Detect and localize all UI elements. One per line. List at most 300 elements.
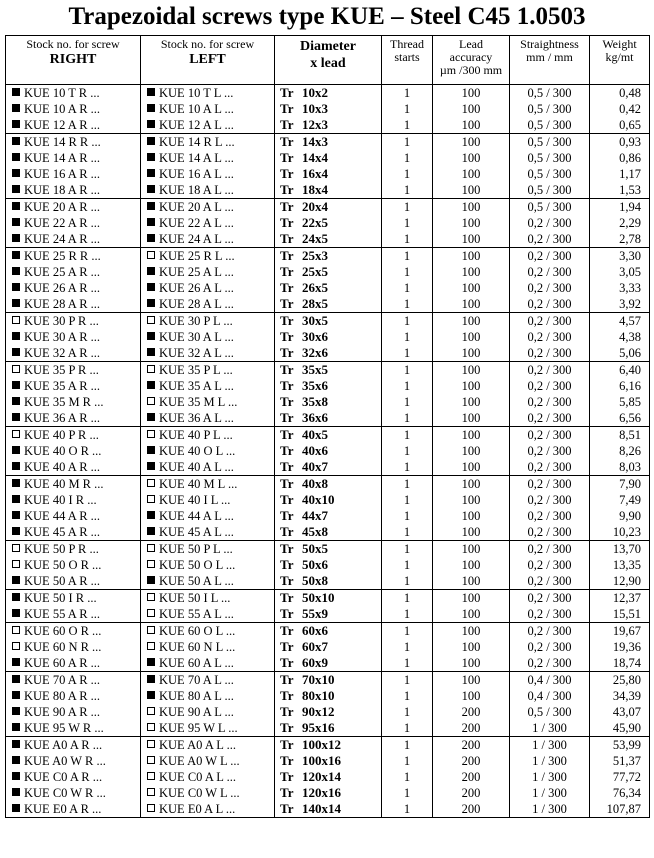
straightness-cell: 0,2 / 300 [510,623,590,640]
thread-starts-cell: 1 [382,557,433,573]
diameter-cell [275,801,382,818]
thread-starts-cell: 1 [382,85,433,102]
thread-profile: Tr [280,329,294,344]
thread-profile: Tr [280,117,294,132]
diameter-lead: 30x6 [302,329,328,344]
left-stock-cell [141,410,275,427]
right-stock-cell [6,443,141,459]
table-row [6,264,650,280]
thread-profile: Tr [280,606,294,621]
thread-starts-cell: 1 [382,524,433,541]
weight-cell: 7,49 [590,492,650,508]
table-row [6,166,650,182]
filled-square-icon [147,169,155,177]
straightness-cell: 0,5 / 300 [510,101,590,117]
diameter-cell [275,394,382,410]
table-row [6,785,650,801]
diameter-lead: 40x8 [302,476,328,491]
diameter-cell [275,215,382,231]
stock-number: KUE 25 A L ... [159,265,234,279]
lead-accuracy-cell: 100 [433,280,510,296]
straightness-cell: 0,2 / 300 [510,524,590,541]
left-stock-cell [141,296,275,313]
diameter-lead: 70x10 [302,672,335,687]
lead-accuracy-cell: 100 [433,378,510,394]
table-row [6,590,650,607]
diameter-lead: 60x7 [302,639,328,654]
right-stock-cell [6,329,141,345]
stock-number: KUE C0 W R ... [24,786,106,800]
left-stock-cell [141,166,275,182]
straightness-cell: 0,2 / 300 [510,573,590,590]
thread-starts-cell: 1 [382,313,433,330]
filled-square-icon [12,413,20,421]
table-row [6,101,650,117]
thread-starts-cell: 1 [382,150,433,166]
stock-number: KUE 95 W L ... [159,721,238,735]
filled-square-icon [12,202,20,210]
filled-square-icon [12,169,20,177]
stock-number: KUE 18 A R ... [24,183,101,197]
diameter-cell [275,199,382,216]
filled-square-icon [147,299,155,307]
stock-number: KUE 35 P R ... [24,363,99,377]
straightness-cell: 0,2 / 300 [510,557,590,573]
diameter-cell [275,476,382,493]
weight-cell: 7,90 [590,476,650,493]
header-straightness: Straightness mm / mm [510,36,590,85]
stock-number: KUE 35 A L ... [159,379,234,393]
left-stock-cell [141,459,275,476]
stock-number: KUE 30 P R ... [24,314,99,328]
straightness-cell: 0,2 / 300 [510,313,590,330]
filled-square-icon [12,675,20,683]
right-stock-cell [6,199,141,216]
thread-starts-cell: 1 [382,264,433,280]
left-stock-cell [141,443,275,459]
diameter-cell [275,150,382,166]
right-stock-cell [6,688,141,704]
left-stock-cell [141,134,275,151]
diameter-lead: 14x3 [302,134,328,149]
thread-profile: Tr [280,443,294,458]
diameter-lead: 80x10 [302,688,335,703]
diameter-lead: 24x5 [302,231,328,246]
right-stock-cell [6,345,141,362]
weight-cell: 77,72 [590,769,650,785]
diameter-lead: 50x5 [302,541,328,556]
left-stock-cell [141,492,275,508]
thread-starts-cell: 1 [382,329,433,345]
thread-starts-cell: 1 [382,704,433,720]
stock-number: KUE 50 I R ... [24,591,97,605]
thread-profile: Tr [280,655,294,670]
weight-cell: 34,39 [590,688,650,704]
lead-accuracy-cell: 200 [433,720,510,737]
left-stock-cell [141,655,275,672]
right-stock-cell [6,101,141,117]
empty-square-icon [147,316,155,324]
diameter-cell [275,362,382,379]
thread-profile: Tr [280,573,294,588]
right-stock-cell [6,280,141,296]
right-stock-cell [6,753,141,769]
stock-number: KUE 60 A L ... [159,656,234,670]
lead-accuracy-cell: 100 [433,296,510,313]
thread-starts-cell: 1 [382,753,433,769]
diameter-cell [275,117,382,134]
filled-square-icon [147,234,155,242]
filled-square-icon [12,658,20,666]
thread-starts-cell: 1 [382,769,433,785]
thread-profile: Tr [280,410,294,425]
filled-square-icon [147,511,155,519]
filled-square-icon [147,381,155,389]
diameter-lead: 60x6 [302,623,328,638]
lead-accuracy-cell: 100 [433,606,510,623]
left-stock-cell [141,199,275,216]
left-stock-cell [141,280,275,296]
diameter-cell [275,459,382,476]
thread-profile: Tr [280,231,294,246]
weight-cell: 4,57 [590,313,650,330]
diameter-lead: 26x5 [302,280,328,295]
table-row [6,639,650,655]
thread-starts-cell: 1 [382,720,433,737]
header-right: Stock no. for screw RIGHT [6,36,141,85]
diameter-cell [275,134,382,151]
diameter-cell [275,345,382,362]
weight-cell: 19,67 [590,623,650,640]
lead-accuracy-cell: 100 [433,410,510,427]
straightness-cell: 0,2 / 300 [510,231,590,248]
filled-square-icon [12,104,20,112]
stock-number: KUE A0 A L ... [159,738,236,752]
lead-accuracy-cell: 100 [433,117,510,134]
diameter-cell [275,720,382,737]
weight-cell: 3,05 [590,264,650,280]
empty-square-icon [12,316,20,324]
straightness-cell: 0,4 / 300 [510,688,590,704]
thread-starts-cell: 1 [382,785,433,801]
filled-square-icon [12,120,20,128]
thread-profile: Tr [280,427,294,442]
diameter-cell [275,753,382,769]
empty-square-icon [12,430,20,438]
straightness-cell: 1 / 300 [510,769,590,785]
diameter-lead: 10x3 [302,101,328,116]
diameter-cell [275,313,382,330]
filled-square-icon [147,104,155,112]
thread-starts-cell: 1 [382,573,433,590]
thread-profile: Tr [280,296,294,311]
stock-number: KUE 55 A R ... [24,607,101,621]
header-lead-accuracy: Lead accuracy µm /300 mm [433,36,510,85]
right-stock-cell [6,524,141,541]
filled-square-icon [12,804,20,812]
empty-square-icon [147,626,155,634]
weight-cell: 5,06 [590,345,650,362]
stock-number: KUE A0 A R ... [24,738,103,752]
weight-cell: 3,30 [590,248,650,265]
filled-square-icon [12,397,20,405]
diameter-cell [275,557,382,573]
thread-profile: Tr [280,85,294,100]
filled-square-icon [12,511,20,519]
diameter-lead: 18x4 [302,182,328,197]
weight-cell: 18,74 [590,655,650,672]
right-stock-cell [6,557,141,573]
stock-number: KUE 32 A L ... [159,346,234,360]
right-stock-cell [6,150,141,166]
thread-starts-cell: 1 [382,541,433,558]
stock-number: KUE 30 A L ... [159,330,234,344]
weight-cell: 1,17 [590,166,650,182]
filled-square-icon [147,120,155,128]
empty-square-icon [147,642,155,650]
table-row [6,573,650,590]
header-thread-starts: Thread starts [382,36,433,85]
filled-square-icon [147,658,155,666]
filled-square-icon [147,691,155,699]
diameter-cell [275,427,382,444]
right-stock-cell [6,427,141,444]
table-row [6,280,650,296]
weight-cell: 6,40 [590,362,650,379]
table-row [6,557,650,573]
diameter-cell [275,101,382,117]
stock-number: KUE 10 A R ... [24,102,101,116]
filled-square-icon [12,446,20,454]
diameter-cell [275,378,382,394]
right-stock-cell [6,296,141,313]
straightness-cell: 0,4 / 300 [510,672,590,689]
stock-number: KUE A0 W R ... [24,754,106,768]
left-stock-cell [141,248,275,265]
thread-starts-cell: 1 [382,427,433,444]
lead-accuracy-cell: 100 [433,476,510,493]
thread-profile: Tr [280,476,294,491]
straightness-cell: 0,5 / 300 [510,182,590,199]
left-stock-cell [141,704,275,720]
stock-number: KUE 12 A L ... [159,118,234,132]
stock-number: KUE 45 A L ... [159,525,234,539]
filled-square-icon [12,185,20,193]
stock-number: KUE 60 N L ... [159,640,236,654]
right-stock-cell [6,134,141,151]
filled-square-icon [147,153,155,161]
weight-cell: 0,86 [590,150,650,166]
straightness-cell: 0,2 / 300 [510,345,590,362]
right-stock-cell [6,508,141,524]
diameter-lead: 50x8 [302,573,328,588]
straightness-cell: 0,2 / 300 [510,590,590,607]
left-stock-cell [141,753,275,769]
thread-starts-cell: 1 [382,737,433,754]
header-diameter: Diameter x lead [275,36,382,85]
empty-square-icon [147,723,155,731]
thread-profile: Tr [280,264,294,279]
stock-number: KUE 30 A R ... [24,330,101,344]
table-row [6,720,650,737]
table-row [6,378,650,394]
diameter-lead: 14x4 [302,150,328,165]
weight-cell: 4,38 [590,329,650,345]
stock-number: KUE 60 A R ... [24,656,101,670]
table-row [6,541,650,558]
right-stock-cell [6,362,141,379]
stock-number: KUE 70 A R ... [24,673,101,687]
diameter-cell [275,166,382,182]
right-stock-cell [6,801,141,818]
diameter-lead: 140x14 [302,801,341,816]
left-stock-cell [141,313,275,330]
filled-square-icon [147,283,155,291]
empty-square-icon [12,544,20,552]
thread-profile: Tr [280,639,294,654]
table-row [6,704,650,720]
filled-square-icon [12,218,20,226]
lead-accuracy-cell: 100 [433,248,510,265]
weight-cell: 13,35 [590,557,650,573]
thread-profile: Tr [280,769,294,784]
stock-number: KUE C0 A L ... [159,770,236,784]
diameter-lead: 50x10 [302,590,335,605]
filled-square-icon [12,381,20,389]
stock-number: KUE 16 A L ... [159,167,234,181]
diameter-cell [275,704,382,720]
lead-accuracy-cell: 200 [433,704,510,720]
empty-square-icon [147,544,155,552]
straightness-cell: 0,2 / 300 [510,427,590,444]
screw-table [5,35,650,818]
weight-cell: 25,80 [590,672,650,689]
straightness-cell: 0,2 / 300 [510,410,590,427]
filled-square-icon [147,332,155,340]
lead-accuracy-cell: 200 [433,769,510,785]
table-row [6,524,650,541]
thread-profile: Tr [280,182,294,197]
filled-square-icon [147,88,155,96]
weight-cell: 53,99 [590,737,650,754]
weight-cell: 8,26 [590,443,650,459]
table-row [6,117,650,134]
straightness-cell: 1 / 300 [510,753,590,769]
stock-number: KUE 50 P R ... [24,542,99,556]
weight-cell: 10,23 [590,524,650,541]
diameter-lead: 120x16 [302,785,341,800]
thread-starts-cell: 1 [382,280,433,296]
straightness-cell: 0,2 / 300 [510,459,590,476]
table-row [6,182,650,199]
diameter-lead: 100x16 [302,753,341,768]
table-row [6,476,650,493]
table-body [6,85,650,818]
table-row [6,296,650,313]
stock-number: KUE 24 A L ... [159,232,234,246]
stock-number: KUE 28 A R ... [24,297,101,311]
weight-cell: 1,94 [590,199,650,216]
right-stock-cell [6,720,141,737]
diameter-cell [275,639,382,655]
diameter-lead: 20x4 [302,199,328,214]
left-stock-cell [141,85,275,102]
stock-number: KUE A0 W L ... [159,754,240,768]
stock-number: KUE 60 N R ... [24,640,102,654]
straightness-cell: 0,2 / 300 [510,443,590,459]
table-row [6,606,650,623]
thread-starts-cell: 1 [382,508,433,524]
thread-starts-cell: 1 [382,639,433,655]
weight-cell: 0,93 [590,134,650,151]
left-stock-cell [141,101,275,117]
stock-number: KUE 40 I R ... [24,493,97,507]
stock-number: KUE 32 A R ... [24,346,101,360]
stock-number: KUE 14 A R ... [24,151,101,165]
empty-square-icon [12,560,20,568]
stock-number: KUE 40 O R ... [24,444,102,458]
diameter-lead: 44x7 [302,508,328,523]
straightness-cell: 1 / 300 [510,785,590,801]
stock-number: KUE 95 W R ... [24,721,104,735]
stock-number: KUE 10 A L ... [159,102,234,116]
stock-number: KUE 35 M R ... [24,395,104,409]
thread-starts-cell: 1 [382,296,433,313]
table-row [6,231,650,248]
thread-starts-cell: 1 [382,378,433,394]
empty-square-icon [147,609,155,617]
right-stock-cell [6,231,141,248]
filled-square-icon [147,675,155,683]
lead-accuracy-cell: 100 [433,443,510,459]
weight-cell: 8,03 [590,459,650,476]
left-stock-cell [141,362,275,379]
lead-accuracy-cell: 100 [433,215,510,231]
thread-profile: Tr [280,313,294,328]
diameter-lead: 40x6 [302,443,328,458]
lead-accuracy-cell: 100 [433,150,510,166]
empty-square-icon [147,365,155,373]
stock-number: KUE 35 A R ... [24,379,101,393]
lead-accuracy-cell: 100 [433,345,510,362]
diameter-lead: 35x8 [302,394,328,409]
thread-starts-cell: 1 [382,117,433,134]
stock-number: KUE 14 R R ... [24,135,101,149]
thread-profile: Tr [280,459,294,474]
diameter-lead: 12x3 [302,117,328,132]
left-stock-cell [141,573,275,590]
filled-square-icon [12,723,20,731]
diameter-cell [275,672,382,689]
left-stock-cell [141,264,275,280]
filled-square-icon [12,267,20,275]
straightness-cell: 0,2 / 300 [510,215,590,231]
right-stock-cell [6,378,141,394]
straightness-cell: 0,5 / 300 [510,150,590,166]
lead-accuracy-cell: 100 [433,182,510,199]
diameter-lead: 95x16 [302,720,335,735]
table-row [6,394,650,410]
stock-number: KUE E0 A L ... [159,802,236,816]
stock-number: KUE 70 A L ... [159,673,234,687]
thread-profile: Tr [280,720,294,735]
right-stock-cell [6,737,141,754]
stock-number: KUE 16 A R ... [24,167,101,181]
thread-profile: Tr [280,737,294,752]
weight-cell: 9,90 [590,508,650,524]
lead-accuracy-cell: 200 [433,753,510,769]
thread-starts-cell: 1 [382,623,433,640]
